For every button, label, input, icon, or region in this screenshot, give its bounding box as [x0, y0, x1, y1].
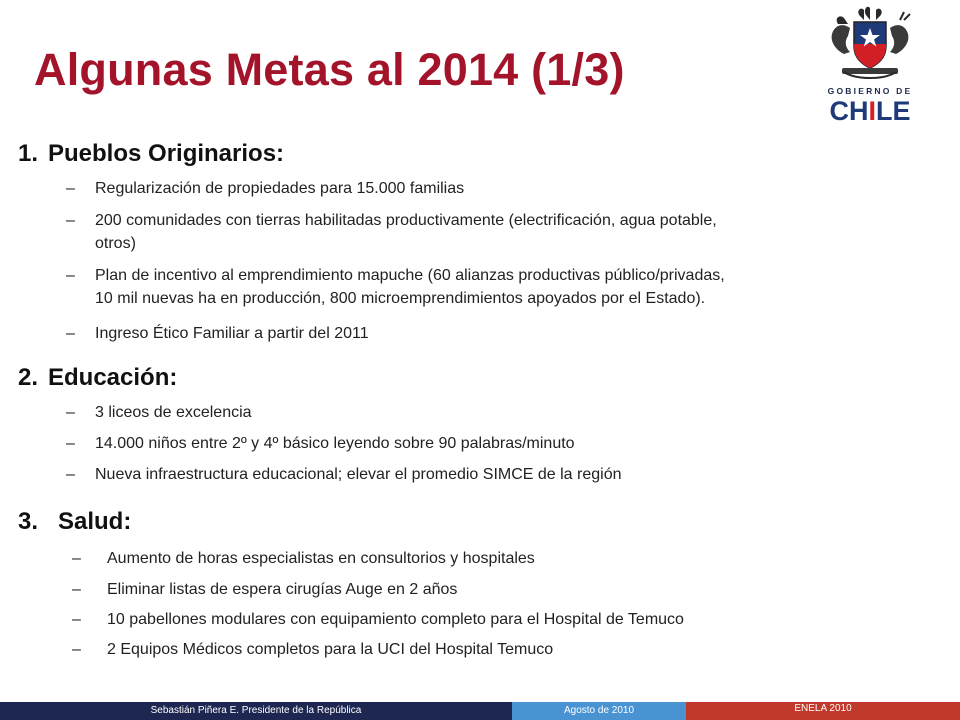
- logo-chile-text: CHILE: [829, 96, 911, 126]
- footer-date: Agosto de 2010: [512, 702, 686, 720]
- slide-content: 1. Pueblos Originarios: – Regularización de propiedades para 15.000 familias – 200 comunidades con tierras habilitadas productivamente (electrificación, agua potable, otros) – Plan de incentivo al emprendimiento mapuche (60 alianzas productivas público/privadas, 10 mil nuevas ha en producción, 800 microemprendimientos apoyados por el Estado). – Ingreso Ético Familiar a partir del 2011 2. Educación: – 3 liceos de excelencia – 14.000 niños entre 2º y 4º básico leyendo sobre 90 palabras/minuto – Nueva infraestructura educacional; elevar el promedio SIMCE de la región 3. Salud: – Aumento de horas especialistas en consultorios y hospitales – Eliminar listas de espera cirugías Auge en 2 años – 10 pabellones modulares con equipamiento completo para el Hospital de Temuco – 2 Equipos Médicos completos para la UCI del Hospital Temuco: [0, 0, 960, 700]
- slide-title: Algunas Metas al 2014 (1/3): [34, 44, 625, 95]
- logo-gobierno-text: GOBIERNO DE: [827, 86, 913, 96]
- section-heading-salud: 3. Salud:: [18, 508, 132, 535]
- list-item: – Plan de incentivo al emprendimiento mapuche (60 alianzas productivas público/privadas, 10 mil nuevas ha en producción, 800 microemprendimientos apoyados por el Estado).: [66, 267, 725, 307]
- list-item: – 200 comunidades con tierras habilitadas productivamente (electrificación, agua potable, otros): [66, 212, 717, 252]
- slide-footer: [0, 702, 960, 720]
- footer-event: ENELA 2010: [686, 702, 960, 720]
- section-heading-educacion: 2. Educación:: [18, 364, 178, 391]
- section-heading-pueblos: 1. Pueblos Originarios:: [18, 140, 285, 167]
- footer-presenter: Sebastián Piñera E. Presidente de la República: [0, 702, 512, 720]
